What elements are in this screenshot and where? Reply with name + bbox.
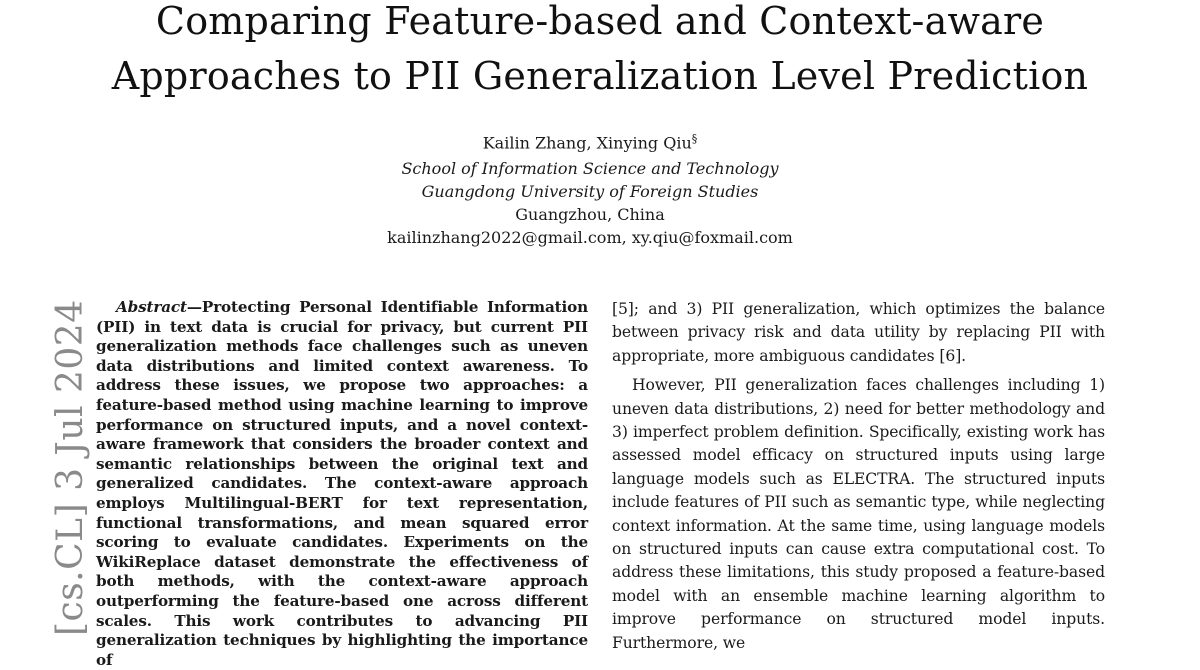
affiliation-location: Guangzhou, China [515,205,665,224]
authors: Kailin Zhang, Xinying Qiu [482,133,692,153]
affiliation-university: Guangdong University of Foreign Studies [421,182,759,201]
intro-paragraph-challenges: However, PII generalization faces challenges including 1) uneven data distributions, 2) need for better methodology and 3) imperfect problem definition. Specifically, existing work has assessed model efficacy on structured inputs using large language models such as ELECTRA. The structured inputs include features of PII such as semantic type, while neglecting context information. At the same time, using language models on structured inputs can cause extra computational cost. To address these limitations, this study proposed a feature-based model with an ensemble machine learning algorithm to improve performance on structured model inputs. Furthermore, we [612,376,1105,652]
abstract-label: Abstract [116,298,187,316]
author-footnote-mark: § [691,132,698,145]
affiliation-school: School of Information Science and Technology [401,159,779,178]
abstract-text: Protecting Personal Identifiable Information (PII) in text data is crucial for privacy, but current PII generalization methods face challenges such as uneven data distributions and limited context awareness. To address these issues, we propose two approaches: a feature-based method using machine learning to improve performance on structured inputs, and a novel context-aware framework that considers the broader context and semantic relationships between the original text and generalized candidates. The context-aware approach employs Multilingual-BERT for text representation, functional transformations, and mean squared error scoring to evaluate candidates. Experiments on the WikiReplace dataset demonstrate the effectiveness of both methods, with the context-aware approach outperforming the feature-based one across different scales. This work contributes to advancing PII generalization techniques by highlighting the importance of [96,298,588,669]
title-line-1: Comparing Feature-based and Context-aware [155,0,1045,43]
abstract-paragraph [96,298,588,670]
authors-line [300,132,880,152]
author-emails: kailinzhang2022@gmail.com, xy.qiu@foxmail.com [387,228,793,247]
intro-paragraph-continued: [5]; and 3) PII generalization, which optimizes the balance between privacy risk and data utility by replacing PII with appropriate, more ambiguous candidates [6]. [612,300,1105,365]
intro-right-column [612,298,1105,661]
abstract-column [96,298,588,670]
abstract-dash: — [186,298,202,316]
arxiv-side-stamp: [cs.CL] 3 Jul 2024 [50,299,91,636]
title-line-2: Approaches to PII Generalization Level Prediction [111,54,1089,98]
